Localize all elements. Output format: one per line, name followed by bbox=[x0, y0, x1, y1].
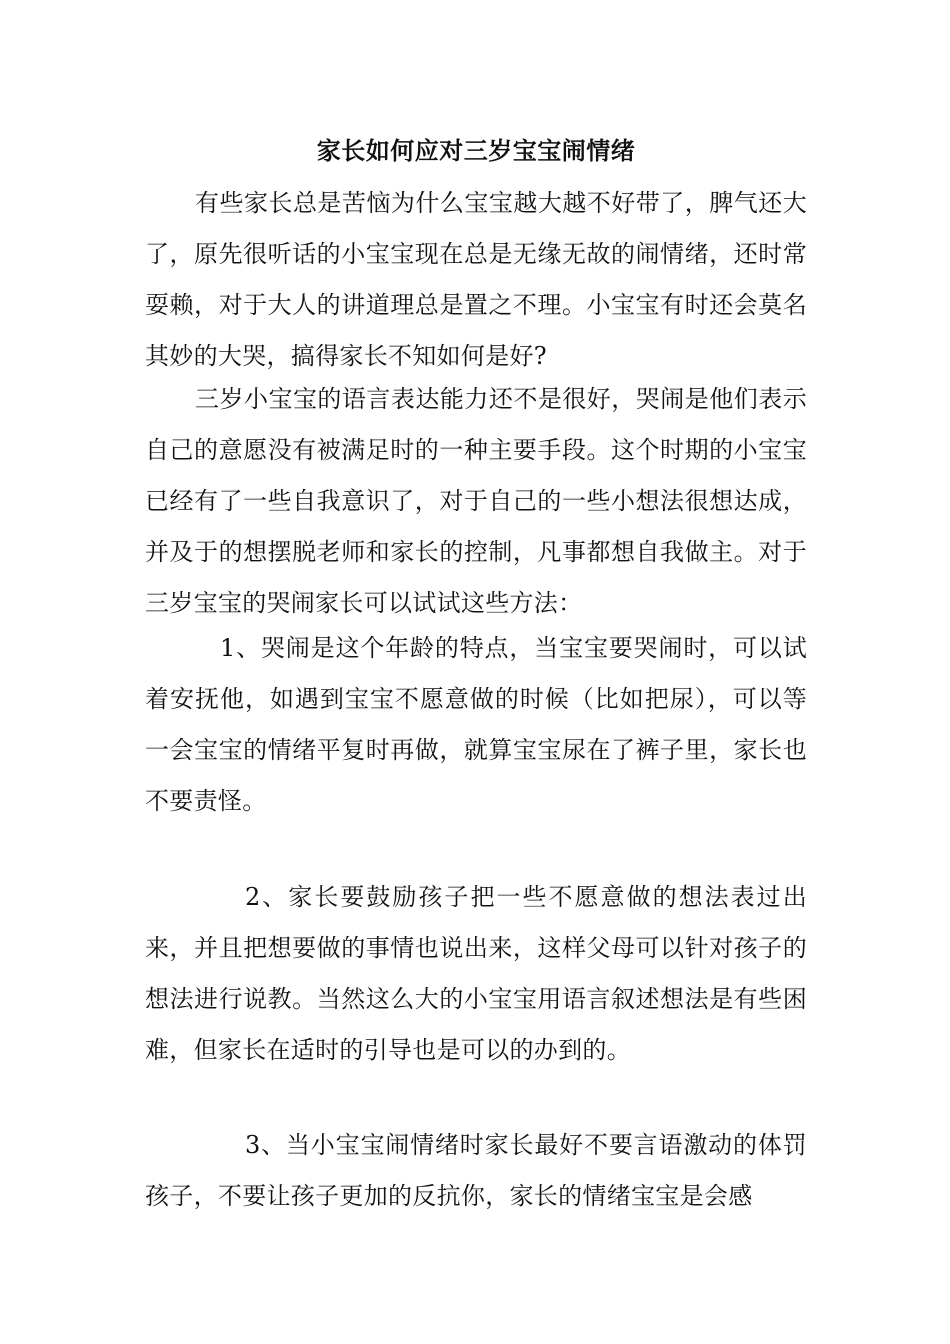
paragraph-explanation: 三岁小宝宝的语言表达能力还不是很好，哭闹是他们表示自己的意愿没有被满足时的一种主要手段。这个时期的小宝宝已经有了一些自我意识了，对于自己的一些小想法很想达成，并及于的想摆脱老师和家长的控制，凡事都想自我做主。对于三岁宝宝的哭闹家长可以试试这些方法： bbox=[145, 385, 807, 617]
paragraph-intro: 有些家长总是苦恼为什么宝宝越大越不好带了，脾气还大了，原先很听话的小宝宝现在总是无缘无故的闹情绪，还时常耍赖，对于大人的讲道理总是置之不理。小宝宝有时还会莫名其妙的大哭，搞得家长不知如何是好? bbox=[145, 189, 807, 370]
document-title: 家长如何应对三岁宝宝闹情绪 bbox=[316, 136, 636, 165]
paragraph-method-2: 2、家长要鼓励孩子把一些不愿意做的想法表过出来，并且把想要做的事情也说出来，这样父母可以针对孩子的想法进行说教。当然这么大的小宝宝用语言叙述想法是有些困难，但家长在适时的引导也是可以的办到的。 bbox=[145, 883, 807, 1064]
paragraph-method-1: 1、哭闹是这个年龄的特点，当宝宝要哭闹时，可以试着安抚他，如遇到宝宝不愿意做的时候（比如把尿），可以等一会宝宝的情绪平复时再做，就算宝宝尿在了裤子里，家长也不要责怪。 bbox=[145, 634, 807, 815]
paragraph-method-3: 3、当小宝宝闹情绪时家长最好不要言语激动的体罚孩子，不要让孩子更加的反抗你，家长的情绪宝宝是会感 bbox=[145, 1131, 807, 1210]
